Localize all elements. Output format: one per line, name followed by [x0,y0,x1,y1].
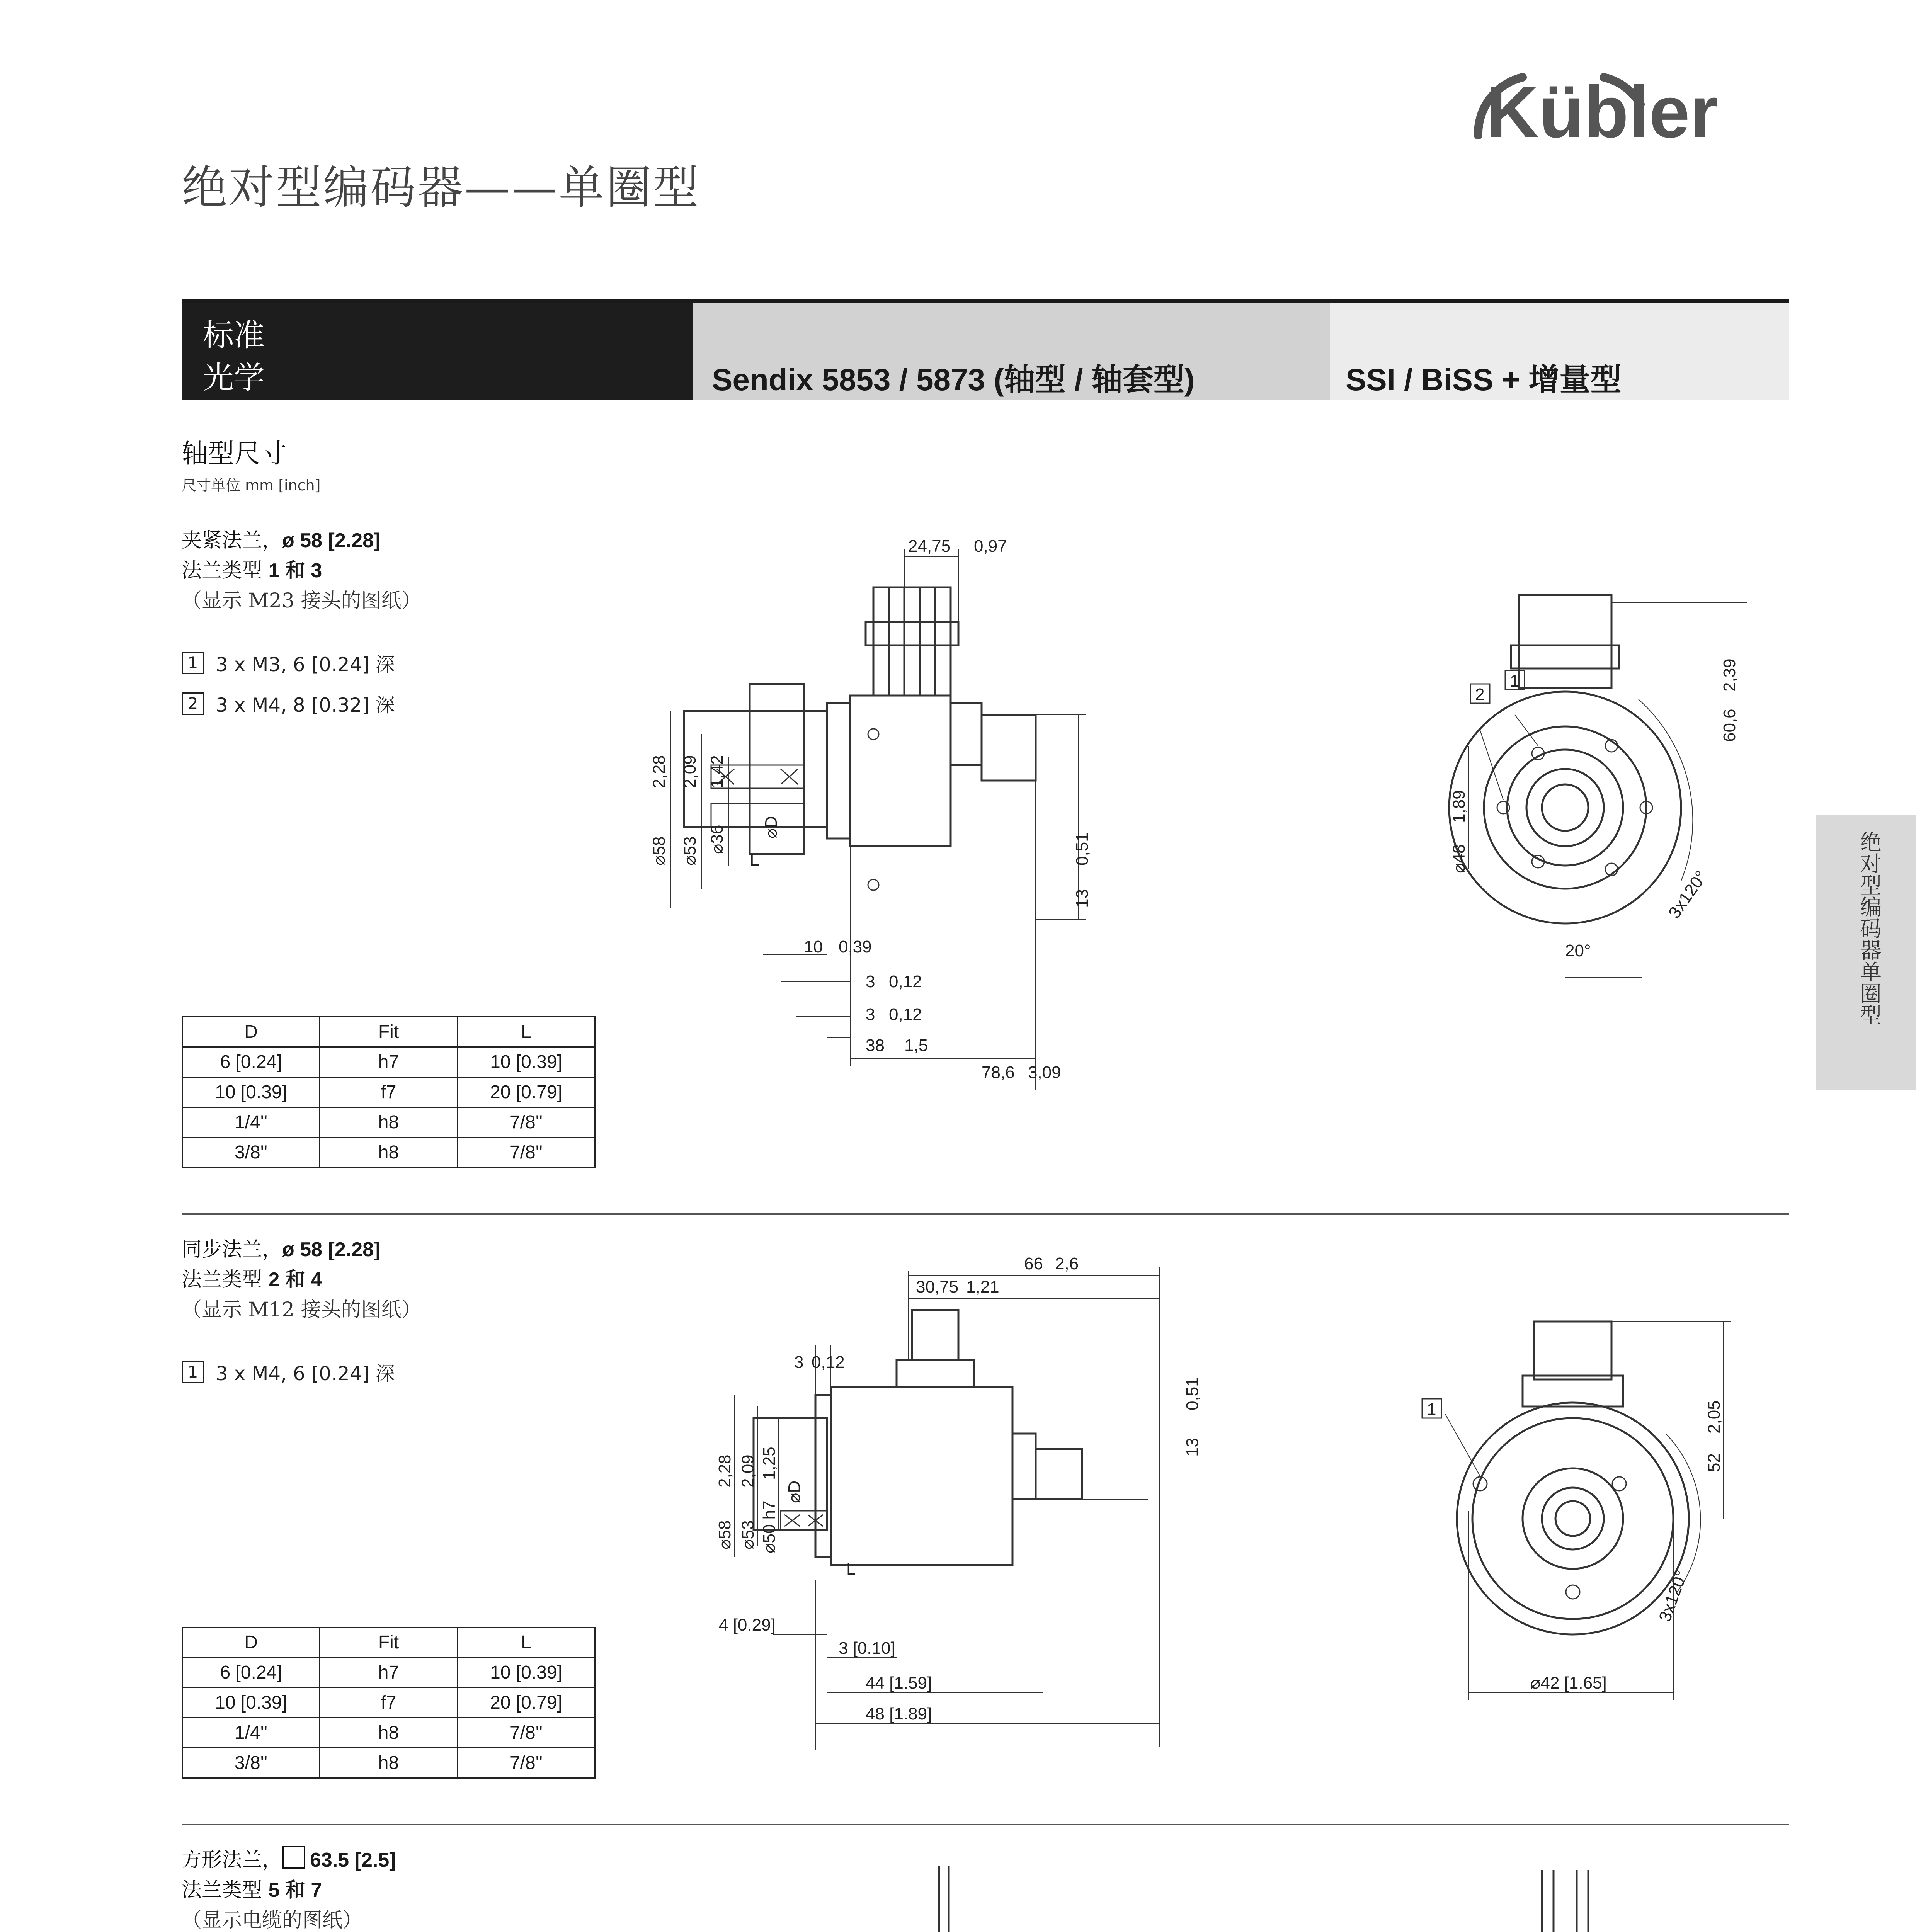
legend-item [182,649,395,677]
legend-text: 3 x M3, 6 [0.24] 深 [216,653,395,676]
table-cell: 7/8'' [458,1748,595,1778]
band-optical: 光学 [203,360,265,396]
dim-label: 2,09 [738,1454,757,1488]
table-header-cell: D [182,1628,320,1658]
table-row [182,1138,595,1168]
dim-label: 3 [0.10] [839,1639,895,1658]
square-front-view-drawing [1414,1862,1793,1932]
synchro-front-view-drawing [1407,1310,1754,1712]
dim-label: 0,97 [974,537,1007,556]
table-cell: 7/8'' [458,1138,595,1168]
flange-type-value: 5 和 7 [268,1879,322,1901]
dim-label: 0,51 [1183,1377,1202,1410]
band-standard-optical [182,303,693,400]
flange-type-label: 法兰类型 [182,1268,269,1291]
table-cell: 20 [0.79] [458,1077,595,1107]
dim-label: 24,75 [908,537,951,556]
dim-label: ⌀D [785,1480,804,1503]
dim-label: ⌀50 h7 [760,1500,779,1553]
table-header-row [182,1017,595,1047]
legend-number: 2 [182,692,204,715]
flange-type-value: 2 和 4 [268,1269,322,1291]
dim-label: 3x120° [1665,867,1711,922]
table-header-cell: Fit [320,1628,458,1658]
legend-number: 1 [182,652,204,674]
dim-label: L [846,1560,856,1578]
table-cell: h8 [320,1107,458,1138]
flange-type-label: 法兰类型 [182,559,269,582]
band-product [693,303,1330,400]
block-clamping-flange-text [182,526,421,616]
dim-label: 78,6 [982,1063,1015,1082]
dim-label: ⌀D [762,816,781,838]
side-category-tab [1816,815,1916,1090]
dim-label: 4 [0.29] [719,1616,776,1634]
section-unit-note: 尺寸单位 mm [inch] [182,477,321,494]
flange-name: 方形法兰， [182,1849,282,1872]
table-cell: 20 [0.79] [458,1688,595,1718]
table-cell: f7 [320,1077,458,1107]
table-cell: 10 [0.39] [458,1658,595,1688]
table-row [182,1688,595,1718]
table-header-cell: D [182,1017,320,1047]
table-cell: h8 [320,1718,458,1748]
table-cell: 6 [0.24] [182,1658,320,1688]
flange-size: 63.5 [2.5] [310,1849,396,1871]
flange-size: ø 58 [2.28] [282,1238,381,1261]
dim-label: 1,5 [904,1036,928,1055]
svg-text:Kübler: Kübler [1486,71,1719,153]
block-synchro-flange-text [182,1235,421,1325]
flange-type-label: 法兰类型 [182,1879,269,1902]
table-cell: 10 [0.39] [458,1047,595,1077]
dim-label: ⌀48 [1450,844,1468,873]
fit-table-synchro [182,1627,596,1779]
drawing-note: （显示 M12 接头的图纸） [182,1298,422,1321]
flange-size: ø 58 [2.28] [282,529,381,552]
table-row [182,1748,595,1778]
dim-label: ⌀58 [650,836,669,866]
flange-type-value: 1 和 3 [268,560,322,582]
clamping-side-view-drawing [634,518,1237,1105]
dim-label: 3,09 [1028,1063,1061,1082]
dim-label: 0,12 [889,972,922,991]
dim-label: L [750,850,759,869]
table-row [182,1718,595,1748]
dim-label: 2,05 [1705,1400,1724,1434]
dim-label: 66 [1024,1254,1043,1273]
table-cell: 6 [0.24] [182,1047,320,1077]
band-interface [1330,303,1789,400]
dim-label: 1,42 [708,755,727,788]
table-cell: 7/8'' [458,1718,595,1748]
band-interface-name: SSI / BiSS + 增量型 [1346,362,1622,397]
section-title: 轴型尺寸 [182,439,287,469]
table-cell: 3/8'' [182,1138,320,1168]
square-symbol-icon [282,1846,305,1869]
dim-label: ⌀42 [1.65] [1530,1673,1607,1692]
table-cell: 10 [0.39] [182,1077,320,1107]
legend-text: 3 x M4, 6 [0.24] 深 [216,1362,395,1385]
hole-marker-label: 1 [1510,672,1520,690]
side-tab-label: 绝对型编码器单圈型 [1856,831,1882,1026]
dim-label: 2,39 [1720,658,1739,692]
table-row [182,1047,595,1077]
drawing-note: （显示电缆的图纸） [182,1909,363,1932]
table-header-cell: L [458,1017,595,1047]
flange-name: 夹紧法兰， [182,529,282,552]
hole-marker-label: 1 [1427,1400,1436,1419]
legend-text: 3 x M4, 8 [0.32] 深 [216,694,395,716]
dim-label: 0,39 [839,937,872,956]
kubler-logo [1465,62,1797,158]
dim-label: 44 [1.59] [866,1673,932,1692]
dim-label: 30,75 [916,1277,959,1296]
drawing-note: （显示 M23 接头的图纸） [182,589,422,612]
table-cell: 7/8'' [458,1107,595,1138]
dim-label: 1,21 [966,1277,999,1296]
synchro-side-view-drawing [696,1233,1237,1774]
dim-label: 2,6 [1055,1254,1079,1273]
dim-label: ⌀58 [715,1520,734,1549]
table-cell: 1/4'' [182,1107,320,1138]
legend-item [182,690,395,718]
table-cell: h8 [320,1138,458,1168]
dim-label: 1,25 [760,1447,779,1480]
table-cell: h7 [320,1658,458,1688]
table-cell: h8 [320,1748,458,1778]
table-header-cell: L [458,1628,595,1658]
dim-label: ⌀53 [738,1520,757,1549]
table-row [182,1077,595,1107]
dim-label: 52 [1705,1453,1724,1472]
dim-label: 13 [1183,1438,1202,1457]
legend-number: 1 [182,1361,204,1383]
table-row [182,1107,595,1138]
table-cell: 3/8'' [182,1748,320,1778]
dim-label: ⌀36 [708,825,727,854]
dim-label: 20° [1565,941,1591,960]
table-cell: h7 [320,1047,458,1077]
flange-name: 同步法兰， [182,1238,282,1261]
dim-label: 3 [866,1005,875,1024]
band-standard: 标准 [203,317,265,353]
dim-label: 2,09 [681,755,699,788]
table-cell: 1/4'' [182,1718,320,1748]
table-row [182,1658,595,1688]
hole-marker-label: 2 [1475,685,1485,704]
dim-label: 2,28 [650,755,669,788]
header-rule [182,299,1789,303]
section-divider [182,1213,1789,1215]
dim-label: 60,6 [1720,709,1739,742]
section-divider [182,1824,1789,1825]
dim-label: 0,51 [1073,832,1092,866]
table-cell: f7 [320,1688,458,1718]
clamping-front-view-drawing [1383,572,1762,1012]
dim-label: 1,89 [1450,790,1468,823]
dim-label: 3x120° [1655,1568,1691,1624]
page-title: 绝对型编码器——单圈型 [182,161,701,214]
dim-label: 2,28 [715,1454,734,1488]
band-product-name: Sendix 5853 / 5873 (轴型 / 轴套型) [712,362,1195,397]
dim-label: 0,12 [812,1353,845,1372]
table-header-cell: Fit [320,1017,458,1047]
dim-label: 3 [866,972,875,991]
block-square-flange-text [182,1845,396,1932]
dim-label: ⌀53 [681,836,699,866]
dim-label: 48 [1.89] [866,1704,932,1723]
dim-label: 13 [1073,889,1092,908]
dim-label: 0,12 [889,1005,922,1024]
square-side-view-drawing [649,1859,1268,1932]
dim-label: 3 [794,1353,804,1372]
table-cell: 10 [0.39] [182,1688,320,1718]
dim-label: 38 [866,1036,885,1055]
fit-table-clamping [182,1016,596,1168]
dim-label: 10 [804,937,823,956]
table-header-row [182,1628,595,1658]
legend-item [182,1358,395,1386]
